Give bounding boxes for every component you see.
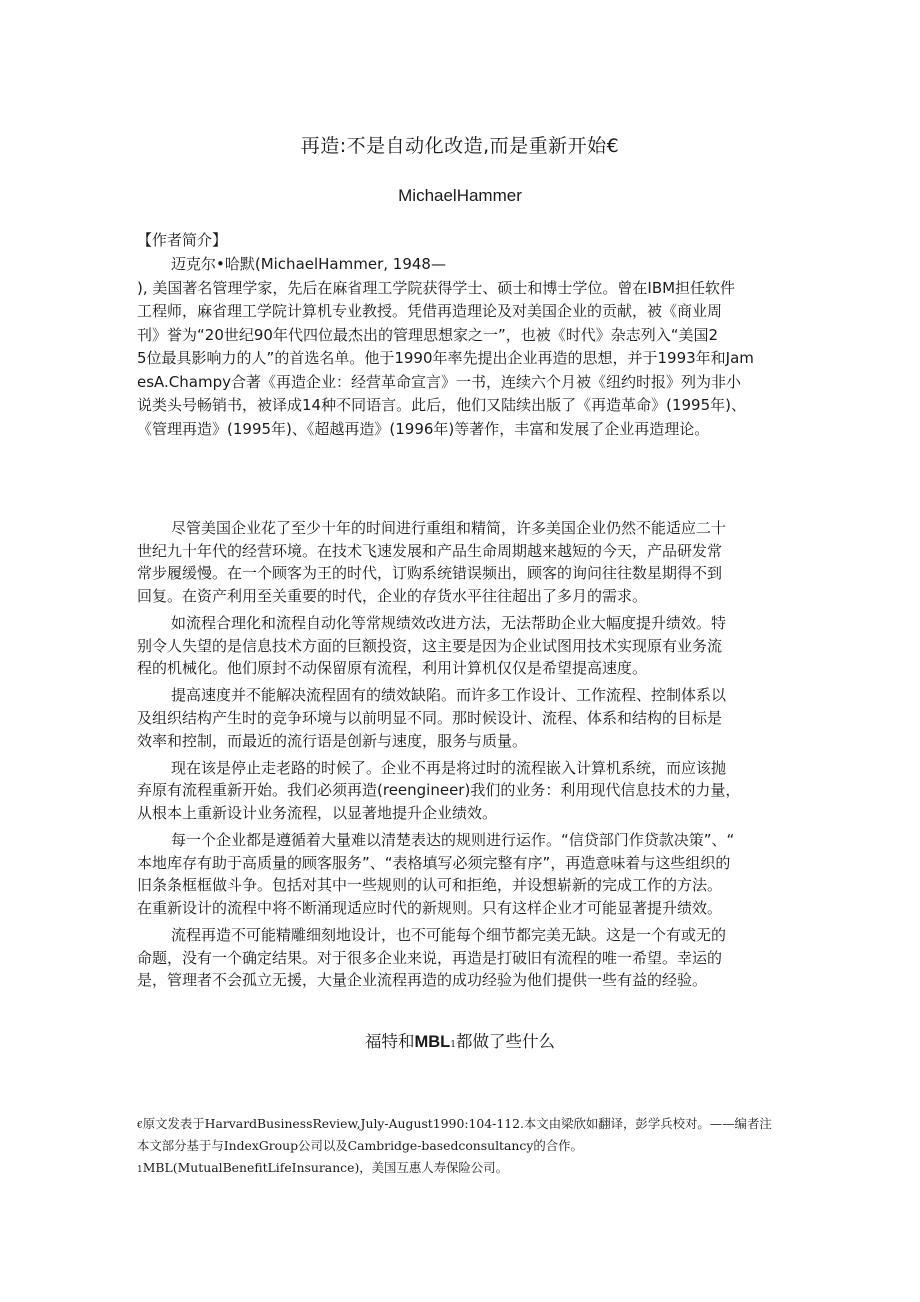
bio-line: 《管理再造》(1995年)、《超越再造》(1996年)等著作，丰富和发展了企业再造理论。	[137, 419, 710, 438]
section-heading	[0, 1028, 920, 1052]
bio-line: 刊》誉为“20世纪90年代四位最杰出的管理思想家之一”，也被《时代》杂志列入“美国2	[137, 325, 719, 344]
section-heading-suffix: 都做了些什么	[455, 1032, 555, 1051]
paragraph	[137, 757, 787, 825]
article-body	[137, 517, 787, 996]
paragraph-line: 现在该是停止走老路的时候了。企业不再是将过时的流程嵌入计算机系统，而应该抛	[171, 758, 727, 777]
section-heading-prefix: 福特和	[365, 1032, 415, 1051]
footnote-mark: 1	[137, 1165, 143, 1176]
paragraph-line: 尽管美国企业花了至少十年的时间进行重组和精简，许多美国企业仍然不能适应二十	[171, 519, 727, 537]
footnote	[137, 1158, 787, 1180]
bio-line: 迈克尔•哈默(MichaelHammer, 1948—	[171, 255, 446, 273]
paragraph	[137, 517, 787, 607]
footnote-text: 本文部分基于与IndexGroup公司以及Cambridge-basedconsultancy的合作。	[137, 1138, 583, 1154]
footnote-text: 原文发表于HarvardBusinessReview,July-August1990:104-112.本文由梁欣如翻译，彭学兵校对。——编者注	[142, 1116, 772, 1131]
paragraph-line: 在重新设计的流程中将不断涌现适应时代的新规则。只有这样企业才可能显著提升绩效。	[137, 898, 723, 917]
footnote	[137, 1114, 787, 1136]
paragraph-line: 如流程合理化和流程自动化等常规绩效改进方法，无法帮助企业大幅度提升绩效。特	[171, 613, 727, 632]
paragraph	[137, 829, 787, 919]
paragraph-line: 别令人失望的是信息技术方面的巨额投资，这主要是因为企业试图用技术实现原有业务流	[137, 636, 723, 655]
bio-line: 5位最具影响力的人”的首选名单。他于1990年率先提出企业再造的思想，并于1993年和Jam	[137, 349, 754, 367]
paragraph-line: 本地库存有助于高质量的顾客服务”、“表格填写必须完整有序”，再造意味着与这些组织的	[137, 853, 731, 872]
paragraph-line: 每一个企业都是遵循着大量难以清楚表达的规则进行运作。“信贷部门作贷款决策”、“	[171, 831, 735, 850]
paragraph	[137, 924, 787, 992]
bio-line: 说类头号畅销书，被译成14种不同语言。此后，他们又陆续出版了《再造革命》(1995年)、	[137, 396, 746, 414]
author-bio	[137, 253, 787, 441]
paragraph-line: 旧条条框框做斗争。包括对其中一些规则的认可和拒绝，并设想崭新的完成工作的方法。	[137, 876, 723, 895]
paragraph-line: 世纪九十年代的经营环境。在技术飞速发展和产品生命周期越来越短的今天，产品研发常	[137, 541, 723, 560]
paragraph-line: 弃原有流程重新开始。我们必须再造(reengineer)我们的业务：利用现代信息技术的力量，	[137, 781, 741, 800]
paragraph-line: 流程再造不可能精雕细刻地设计，也不可能每个细节都完美无缺。这是一个有或无的	[171, 926, 727, 945]
author-name: MichaelHammer	[398, 186, 522, 205]
footnotes	[137, 1114, 787, 1181]
author-intro-heading: 【作者简介】	[137, 231, 228, 249]
section-heading-bold: MBL	[414, 1033, 451, 1051]
paragraph	[137, 612, 787, 680]
paragraph-line: 程的机械化。他们原封不动保留原有流程，利用计算机仅仅是希望提高速度。	[137, 659, 648, 678]
footnote-mark: €	[137, 1121, 143, 1131]
footnote-text: MBL(MutualBenefitLifeInsurance)，美国互惠人寿保险公司。	[142, 1160, 508, 1176]
bio-line: ), 美国著名管理学家，先后在麻省理工学院获得学士、硕士和博士学位。曾在IBM担任软件	[137, 278, 736, 297]
paragraph-line: 是，管理者不会孤立无援，大量企业流程再造的成功经验为他们提供一些有益的经验。	[137, 971, 708, 990]
paragraph-line: 常步履缓慢。在一个顾客为王的时代，订购系统错误频出，顾客的询问往往数星期得不到	[137, 564, 723, 583]
paragraph-line: 命题，没有一个确定结果。对于很多企业来说，再造是打破旧有流程的唯一希望。幸运的	[137, 948, 723, 967]
paragraph-line: 效率和控制，而最近的流行语是创新与速度，服务与质量。	[137, 731, 528, 750]
footnote	[137, 1136, 787, 1158]
paragraph-line: 及组织结构产生时的竞争环境与以前明显不同。那时候设计、流程、体系和结构的目标是	[137, 708, 723, 727]
paragraph	[137, 684, 787, 752]
footnote-mark: 1	[450, 1040, 456, 1050]
document-title: 再造:不是自动化改造,而是重新开始€	[300, 135, 620, 157]
paragraph-line: 提高速度并不能解决流程固有的绩效缺陷。而许多工作设计、工作流程、控制体系以	[171, 686, 727, 705]
bio-line: esA.Champy合著《再造企业：经营革命宣言》一书，连续六个月被《纽约时报》列为非小	[137, 372, 741, 391]
paragraph-line: 从根本上重新设计业务流程，以显著地提升企业绩效。	[137, 803, 498, 822]
paragraph-line: 回复。在资产利用至关重要的时代，企业的存货水平往往超出了多月的需求。	[137, 586, 648, 605]
bio-line: 工程师，麻省理工学院计算机专业教授。凭借再造理论及对美国企业的贡献，被《商业周	[137, 302, 723, 320]
